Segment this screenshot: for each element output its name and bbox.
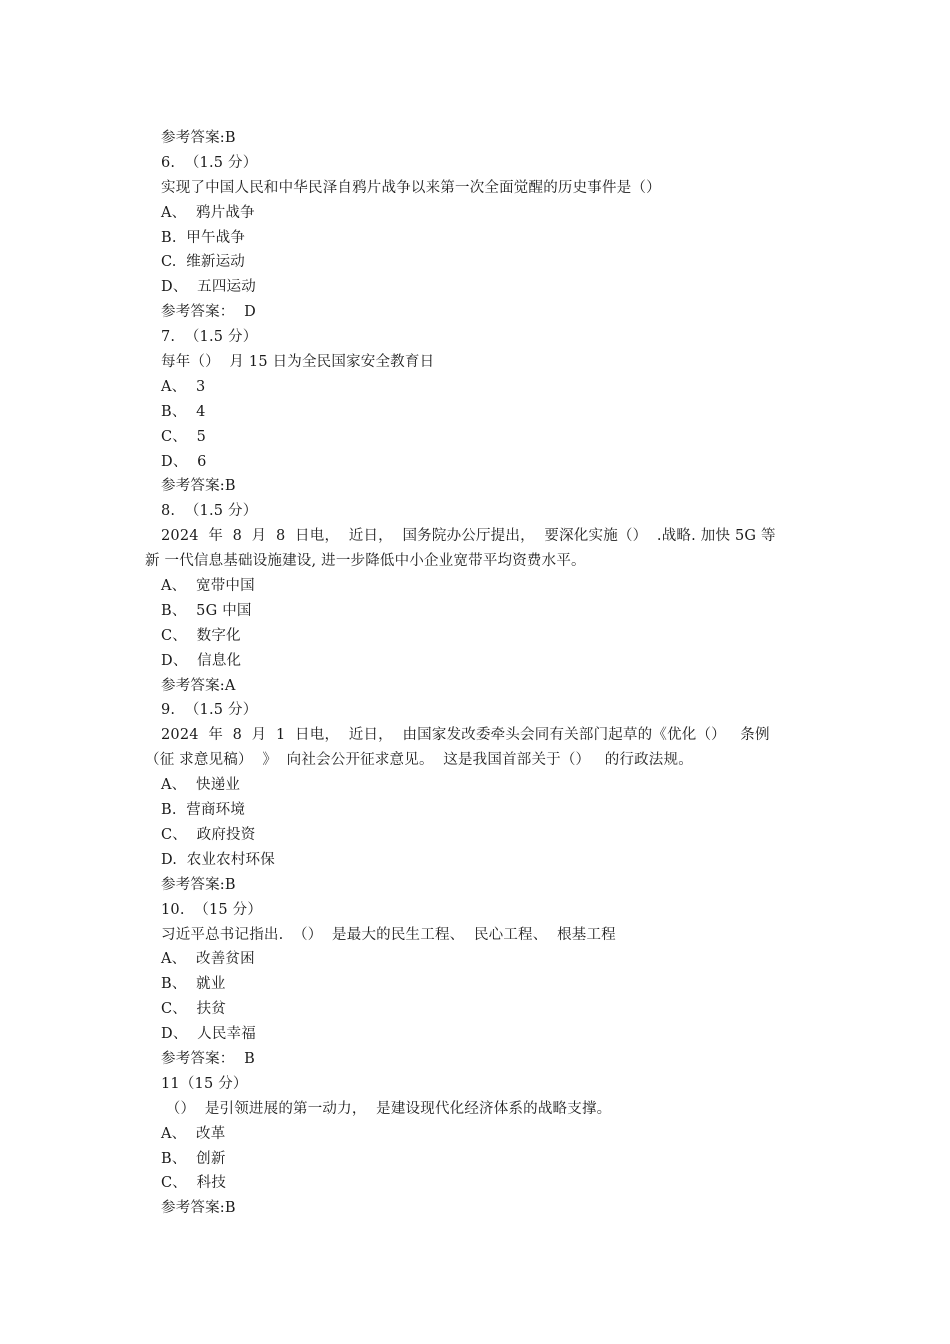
option-item: A、 宽带中国 xyxy=(161,578,255,595)
answer-line: 参考答案:B xyxy=(161,1200,236,1217)
option-item: C、 5 xyxy=(161,428,207,445)
question-number: 10. （15 分） xyxy=(161,901,263,918)
option-item: D、 人民幸福 xyxy=(161,1026,256,1043)
question-text: 实现了中国人民和中华民泽自鸦片战争以来第一次全面觉醒的历史事件是（） xyxy=(161,179,661,196)
option-item: B、 5G 中国 xyxy=(161,602,252,619)
option-item: B、 就业 xyxy=(161,976,226,993)
answer-line: 参考答案:B xyxy=(161,876,236,893)
question-number: 9. （1.5 分） xyxy=(161,702,258,719)
option-item: C. 维新运动 xyxy=(161,254,246,271)
option-item: C、 科技 xyxy=(161,1175,227,1192)
question-number: 7. （1.5 分） xyxy=(161,329,258,346)
option-item: D、 6 xyxy=(161,453,207,470)
option-item: C、 扶贫 xyxy=(161,1001,227,1018)
question-number: 8. （1.5 分） xyxy=(161,503,258,520)
option-item: B. 营商环境 xyxy=(161,802,246,819)
question-number: 6. （1.5 分） xyxy=(161,154,258,171)
document-page xyxy=(0,126,950,1221)
question-number: 11（15 分） xyxy=(161,1075,248,1092)
option-item: B. 甲午战争 xyxy=(161,229,246,246)
option-item: A、 3 xyxy=(161,378,206,395)
option-item: A、 改善贫困 xyxy=(161,951,255,968)
option-item: A、 鸦片战争 xyxy=(161,204,255,221)
question-text: 每年（） 月 15 日为全民国家安全教育日 xyxy=(161,354,435,371)
answer-line: 参考答案:A xyxy=(161,677,236,694)
answer-line: 参考答案:B xyxy=(161,130,236,146)
option-item: D、 五四运动 xyxy=(161,279,256,296)
question-text: （） 是引领进展的第一动力， 是建设现代化经济体系的战略支撑。 xyxy=(161,1100,612,1117)
question-text-continued: 新 一代信息基础设施建设, 进一步降低中小企业宽带平均资费水平。 xyxy=(145,553,586,570)
option-item: C、 政府投资 xyxy=(161,826,256,843)
option-item: A、 改革 xyxy=(161,1125,226,1142)
question-text: 2024 年 8 月 1 日电， 近日， 由国家发改委牵头会同有关部门起草的《优化（） 条例 xyxy=(161,727,770,744)
answer-line: 参考答案:B xyxy=(161,478,236,495)
answer-line: 参考答案： D xyxy=(161,304,256,321)
option-item: D、 信息化 xyxy=(161,652,242,669)
question-text: 2024 年 8 月 8 日电， 近日， 国务院办公厅提出， 要深化实施（） .战略. 加快 5G 等 xyxy=(161,528,776,545)
answer-line: 参考答案： B xyxy=(161,1050,255,1067)
option-item: A、 快递业 xyxy=(161,777,241,794)
option-item: D. 农业农村环保 xyxy=(161,851,275,868)
option-item: B、 创新 xyxy=(161,1150,226,1167)
question-text-continued: （征 求意见稿） 》 向社会公开征求意见。 这是我国首部关于（） 的行政法规。 xyxy=(145,752,693,769)
question-text: 习近平总书记指出. （） 是最大的民生工程、 民心工程、 根基工程 xyxy=(161,926,616,943)
option-item: B、 4 xyxy=(161,403,206,420)
option-item: C、 数字化 xyxy=(161,627,241,644)
question-list xyxy=(0,126,950,1221)
